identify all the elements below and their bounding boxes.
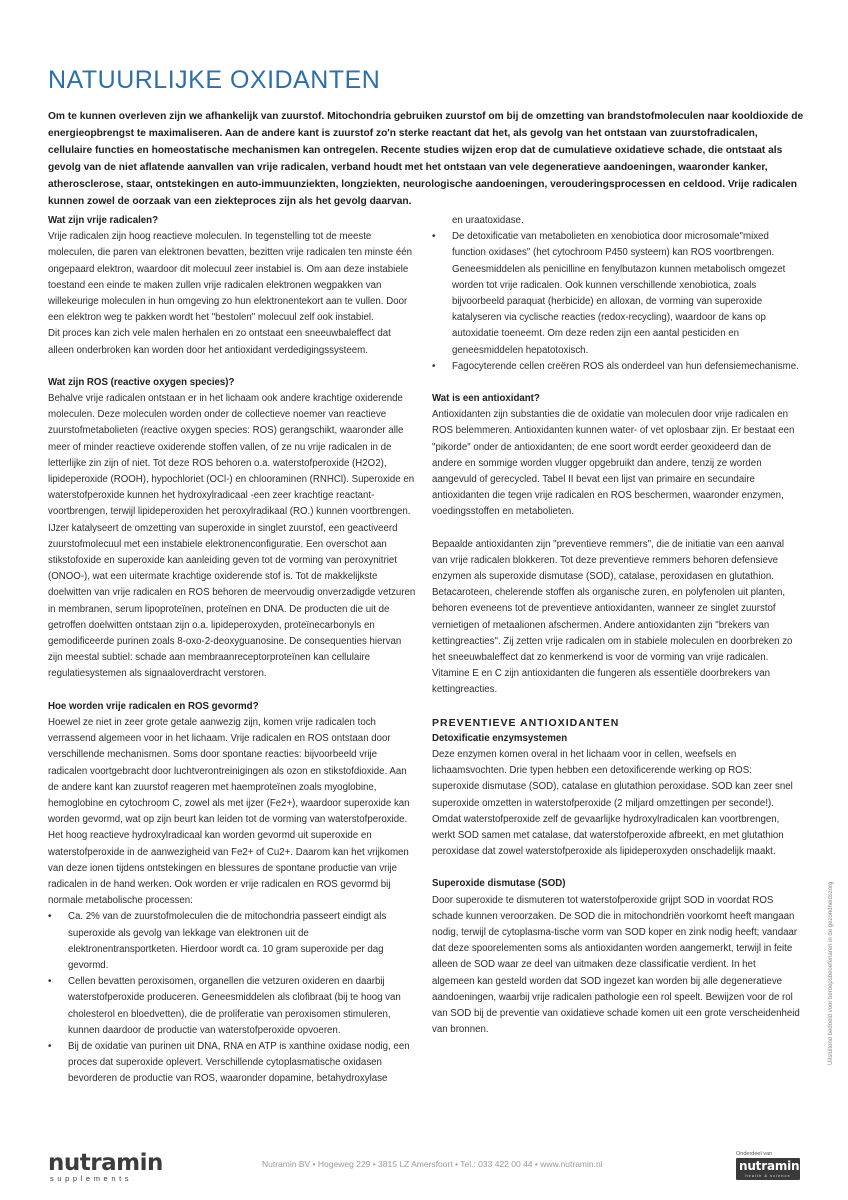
heading-sod: Superoxide dismutase (SOD) bbox=[432, 878, 566, 890]
paragraph: Hoewel ze niet in zeer grote getale aanwezig zijn, komen vrije radicalen toch verrassend algemeen voor in het lichaam. Vrije radicalen en ROS ontstaan door verschillende mechanismen. Soms door spontane reacties: bijvoorbeeld vrije radicalen voortgebracht door luchtverontreinigingen als ozon en stikstofdioxide. Aan de andere kant kan zuurstof reageren met haemproteïnen zoals myoglobine, hemoglobine en cytochroom C, zowel als met ijzer (Fe2+), waardoor superoxide kan worden gevormd, wat op zijn beurt kan leiden tot de vorming van waterstofperoxide. Het hoog reactieve hydroxylradicaal kan worden gevormd uit superoxide en waterstofperoxide in de aanwezigheid van Fe2+ of Cu2+. Daarom kan het vrijkomen van deze ionen tijdens ontstekingen en blessures de spontane productie van vrije radicalen in de hand werken. Ook worden er vrije radicalen en ROS gevormd bij normale metabolische processen: bbox=[48, 716, 410, 907]
list-item: • Fagocyterende cellen creëren ROS als onderdeel van hun defensiemechanisme. bbox=[432, 359, 800, 375]
page-title: NATUURLIJKE OXIDANTEN bbox=[48, 66, 381, 94]
paragraph: Behalve vrije radicalen ontstaan er in het lichaam ook andere krachtige oxiderende moleculen. Deze moleculen worden onder de collectieve noemer van reactieve zuurstofmetabolieten (reactive oxygen species: ROS) gerangschikt, waaronder alle meer of minder reactieve oxiderende stoffen vallen, of ze nu vrije radicalen in de letterlijke zin zijn of niet. Tot deze ROS behoren o.a. waterstofperoxide (H2O2), lipideperoxide (ROOH), hypochloriet (OCl-) en chlooraminen (RNHCl). Superoxide en waterstofperoxide kunnen het hydroxylradicaal -een zeer krachtige reactant-voortbrengen, terwijl lipideperoxiden het peroxylradikaal (RO.) kunnen voortbrengen. IJzer katalyseert de omzetting van superoxide in singlet zuurstof, een geactiveerd zuurstofmolecuul met een instabiele elektronenconfiguratie. Een overschot aan stikstofoxide en superoxide kan aanleiding geven tot de vorming van peroxynitriet (ONOO-), wat een uitermate krachtige oxiderende stof is. Tot de makkelijkste doelwitten van vrije radicalen en ROS behoren de meervoudig onverzadigde vetzuren in membranen, serum lipoproteïnen, proteïnen en DNA. De producten die uit de getroffen doelwitten ontstaan zijn o.a. lipideperoxyden, proteïnecarbonyls en gemodificeerde purinen zoals 8-oxo-2-deoxyguanosine. De consequenties hiervan zijn meestal subtiel: schade aan membraanreceptorproteïnen kan cellulaire regulatiesystemen als signaaloverdracht verstoren. bbox=[48, 393, 416, 680]
continued-text: en uraatoxidase. bbox=[452, 215, 524, 226]
badge-logo bbox=[736, 1158, 800, 1180]
heading-hoe-gevormd: Hoe worden vrije radicalen en ROS gevormd? bbox=[48, 700, 259, 712]
nutramin-logo bbox=[48, 1152, 163, 1184]
parent-company-badge bbox=[736, 1150, 800, 1180]
left-column bbox=[48, 213, 416, 1088]
heading-ros: Wat zijn ROS (reactive oxygen species)? bbox=[48, 376, 235, 388]
logo-wordmark: nutramin bbox=[48, 1150, 163, 1176]
right-column bbox=[432, 213, 800, 1038]
intro-paragraph: Om te kunnen overleven zijn we afhankelijk van zuurstof. Mitochondria gebruiken zuurstof om bij de omzetting van brandstofmoleculen naar kooldioxide de energieopbrengst te maximaliseren. Aan de andere kant is zuurstof zo'n sterke reactant dat het, als gevolg van het ontstaan van zuurstofradicalen, cellulaire functies en homeostatische mechanismen kan ontregelen. Recente studies wijzen erop dat de cumulatieve oxidatieve schade, die ontstaat als gevolg van de niet aflatende aanvallen van vrije radicalen, verband houdt met het ontstaan van vele degeneratieve aandoeningen, waaronder kanker, atherosclerose, staar, ontstekingen en auto-immuunziekten, longziekten, neurologische aandoeningen, verouderingsprocessen en celdood. Vrije radicalen kunnen zowel de oorzaak van een ziekteproces zijn als het gevolg daarvan. bbox=[48, 111, 804, 207]
footer-contact: Nutramin BV • Hogeweg 229 • 3815 LZ Amersfoort • Tel.: 033 422 00 44 • www.nutramin.nl bbox=[262, 1159, 603, 1169]
badge-label: Onderdeel van bbox=[736, 1151, 773, 1157]
list-item: • Cellen bevatten peroxisomen, organellen die vetzuren oxideren en daarbij waterstofperoxide produceren. Geneesmiddelen als clofibraat (bij te hoog van cholesterol en bloedvetten), die de proliferatie van peroxisomen stimuleren, kunnen daardoor de productie van waterstofperoxide opvoeren. bbox=[48, 974, 416, 1039]
paragraph: Bepaalde antioxidanten zijn "preventieve remmers", die de initiatie van een aanval van vrije radicalen blokkeren. Tot deze preventieve remmers behoren defensieve enzymen als superoxide dismutase (SOD), catalase, peroxidasen en glutathion. Betacaroteen, chelerende stoffen als organische zuren, en polyfenolen uit planten, behoren eveneens tot de preventieve antioxidanten, wanneer ze singlet zuurstof vernietigen of metaalionen afschermen. Andere antioxidanten zijn "brekers van kettingreacties". Zij zetten vrije radicalen om in stabiele moleculen en doorbreken zo het sneeuwbaleffect dat zo kenmerkend is voor de vorming van vrije radicalen. Vitamine E en C zijn antioxidanten die fungeren als essentiële doorbrekers van kettingreacties. bbox=[432, 538, 793, 696]
paragraph: Door superoxide te dismuteren tot waterstofperoxide grijpt SOD in voordat ROS schade kunnen veroorzaken. De SOD die in mitochondriën voorkomt heeft mangaan nodig, terwijl de cytoplasma-tische vorm van SOD koper en zink nodig heeft; vandaar dat deze spoorelementen soms als antioxidanten worden aangemerkt, terwijl in feite alleen de SOD waar ze deel van uitmaken deze classificatie verdient. In het algemeen kan gesteld worden dat SOD ingezet kan worden bij alle degeneratieve aandoeningen, waarbij vrije radicalen pathologie een rol speelt. Bewijzen voor de rol van SOD bij de preventie van oxidatieve schade komen uit een grote verscheidenheid van bronnen. bbox=[432, 894, 800, 1036]
side-disclaimer-text: Uitsluitend bedoeld voor beroepsbeoefenaren in de gezondheidszorg bbox=[828, 881, 834, 1065]
list-item: • Ca. 2% van de zuurstofmoleculen die de mitochondria passeert eindigt als superoxide als gevolg van lekkage van elektronen uit de elektronentransportketen. Hierdoor wordt ca. 10 gram superoxide per dag gevormd. bbox=[48, 909, 416, 974]
heading-detoxificatie: Detoxificatie enzymsystemen bbox=[432, 732, 568, 744]
list-item: • De detoxificatie van metabolieten en xenobiotica door microsomale"mixed function oxidases" (het cytochroom P450 systeem) kan ROS voortbrengen. Geneesmiddelen als penicilline en fenylbutazon kunnen metabolisch omgezet worden tot vrije radicalen. Ook kunnen verschillende xenobiotica, zoals bijvoorbeeld paraquat (herbicide) en alloxan, de vorming van superoxide katalyseren via cyclische reacties (redox-recycling), waardoor de kans op autoxidatie toeneemt. Om deze reden zijn een aantal pesticiden en geneesmiddelen hepatotoxisch. bbox=[432, 229, 800, 359]
list-item: • Bij de oxidatie van purinen uit DNA, RNA en ATP is xanthine oxidase nodig, een proces dat superoxide oplevert. Verschillende cytoplasmatische oxidasen bevorderen de productie van ROS, waaronder dopamine, betahydroxylase bbox=[48, 1039, 416, 1088]
bullet-list bbox=[48, 909, 416, 1087]
badge-subtitle: health & science bbox=[745, 1173, 791, 1178]
paragraph: Antioxidanten zijn substanties die de oxidatie van moleculen door vrije radicalen en ROS belemmeren. Antioxidanten kunnen water- of vet oplosbaar zijn. Er bestaat een "pikorde" onder de antioxidanten; de ene soort wordt eerder geoxideerd dan de andere en sommige worden vlugger opgebruikt dan andere, tenzij ze worden aangevuld of gerecycled. Tabel II bevat een lijst van primaire en secundaire antioxidanten die tegen vrije radicalen en ROS beschermen, waaronder enzymen, voedingsstoffen en metabolieten. bbox=[432, 409, 795, 518]
paragraph: Deze enzymen komen overal in het lichaam voor in cellen, weefsels en lichaamsvochten. Drie typen hebben een detoxificerende werking op ROS: superoxide dismutase (SOD), catalase en glutathion peroxidase. SOD kan zeer snel superoxide omzetten in waterstofperoxide (2 miljard omzettingen per seconde!). bbox=[432, 748, 793, 809]
heading-antioxidant: Wat is een antioxidant? bbox=[432, 393, 540, 405]
badge-wordmark: nutramin bbox=[739, 1159, 800, 1173]
logo-subtitle: supplements bbox=[50, 1174, 133, 1183]
paragraph: Vrije radicalen zijn hoog reactieve moleculen. In tegenstelling tot de meeste moleculen, die paren van elektronen bevatten, bezitten vrije radicalen ten minste één ongepaard elektron, waardoor dit molecuul zeer instabiel is. Om aan deze instabiele toestand een einde te maken zullen vrije radicalen elektronen wegpakken van willekeurige moleculen in hun omgeving zo hun elektronentekort aan te vullen. Door een elektron weg te pakken wordt het "bestolen" molecuul zelf ook instabiel. bbox=[48, 231, 413, 324]
paragraph: Dit proces kan zich vele malen herhalen en zo ontstaat een sneeuwbaleffect dat alleen onderbroken kan worden door het antioxidant verdedigingssysteem. bbox=[48, 328, 391, 356]
paragraph: Omdat waterstofperoxide zelf de gevaarlijke hydroxylradicalen kan voortbrengen, werkt SOD samen met catalase, dat waterstofperoxide afbreekt, en met glutathion peroxidase dat zowel waterstofperoxide als lipideperoxyden onschadelijk maakt. bbox=[432, 813, 784, 858]
bullet-list bbox=[432, 229, 800, 375]
section-title: PREVENTIEVE ANTIOXIDANTEN bbox=[432, 716, 620, 729]
heading-vrije-radicalen: Wat zijn vrije radicalen? bbox=[48, 215, 159, 226]
